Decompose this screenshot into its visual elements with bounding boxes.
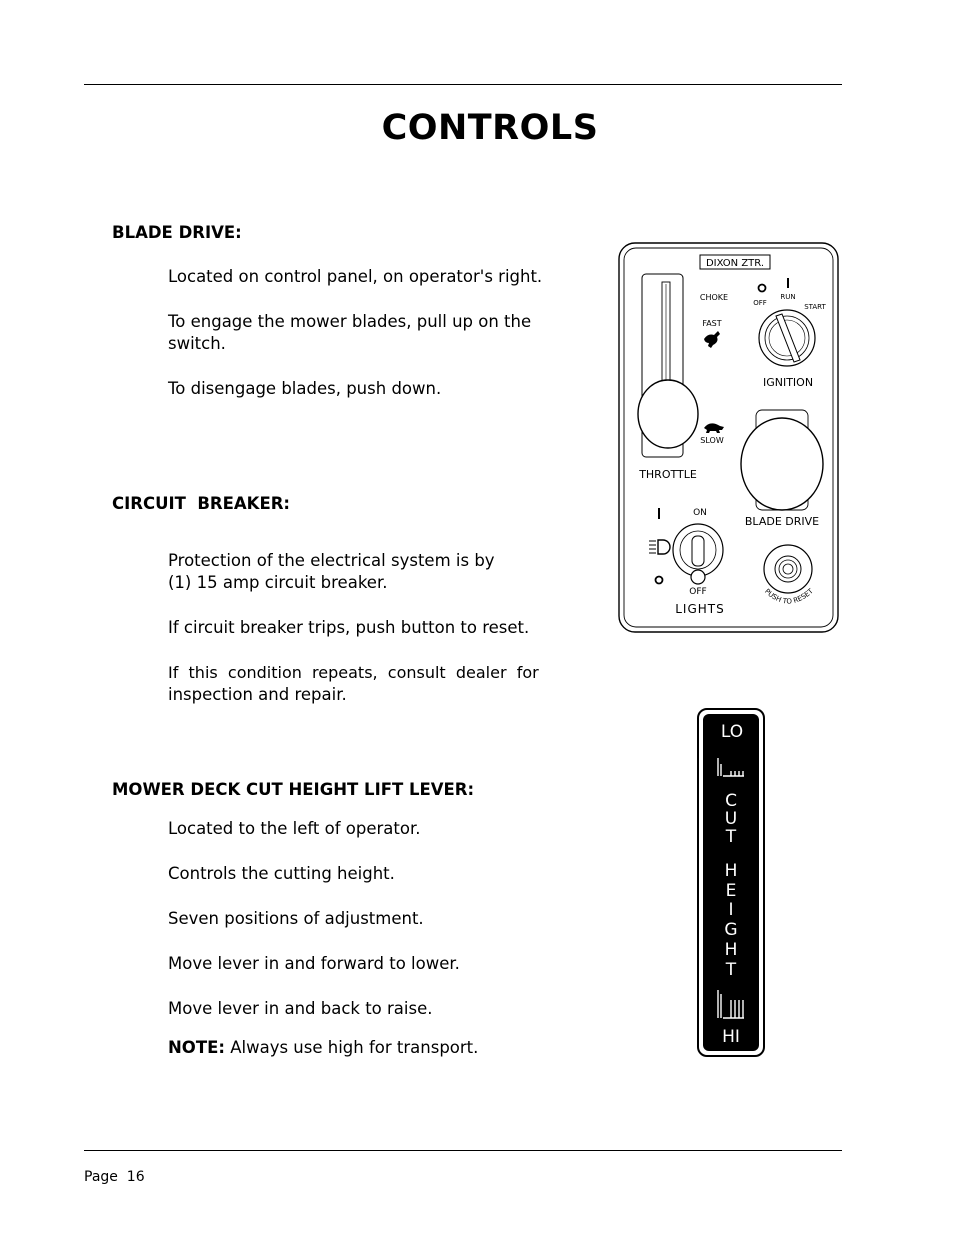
lift-lever-heading: MOWER DECK CUT HEIGHT LIFT LEVER: [112,780,475,799]
turtle-icon [704,423,724,433]
lights-on-label: ON [693,508,707,518]
note-text: Always use high for transport. [224,1038,479,1057]
blade-drive-text-2: To engage the mower blades, pull up on the [168,312,532,331]
height-letter-t: T [725,960,737,980]
fast-label: FAST [702,319,722,328]
lift-lever-text-3: Seven positions of adjustment. [168,909,424,928]
lights-label: LIGHTS [675,602,725,616]
control-panel-figure [618,242,840,634]
circuit-breaker-heading: CIRCUIT BREAKER: [112,494,291,513]
top-rule [84,84,842,85]
blade-drive-text-1: Located on control panel, on operator's right. [168,267,543,286]
cut-letter-c: C [725,791,737,811]
throttle-knob [638,380,698,448]
blade-drive-text-3: switch. [168,334,226,353]
lo-label: LO [720,722,744,742]
cut-letter-t: T [725,827,737,847]
ignition-off-label: OFF [753,299,767,307]
note-label: NOTE: [168,1038,225,1057]
blade-drive-knob [741,418,823,510]
height-letter-e: E [725,881,737,901]
lift-lever-text-5: Move lever in and back to raise. [168,999,433,1018]
ignition-off-symbol [759,285,766,292]
throttle-label: THROTTLE [639,468,697,481]
ignition-key-slot [776,314,800,362]
circuit-breaker-reset-button [764,545,812,593]
cut-letter-u: U [724,809,738,829]
lift-lever-text-4: Move lever in and forward to lower. [168,954,460,973]
blade-drive-heading: BLADE DRIVE: [112,223,242,242]
lights-off-label: OFF [689,587,707,597]
circuit-breaker-text-4: If this condition repeats, consult dealer for [168,663,539,682]
page-number: Page 16 [84,1169,145,1185]
height-letter-i: I [728,900,734,920]
page-title: CONTROLS [381,108,599,148]
circuit-breaker-text-1: Protection of the electrical system is by [168,551,495,570]
rabbit-icon [704,331,720,348]
circuit-breaker-text-5: inspection and repair. [168,685,347,704]
hi-label: HI [722,1027,740,1047]
height-letter-g: G [724,920,738,940]
lights-off-symbol [656,577,663,584]
slow-label: SLOW [700,436,724,445]
bottom-rule [84,1150,842,1151]
circuit-breaker-text-2: (1) 15 amp circuit breaker. [168,573,388,592]
cut-height-decal [697,708,765,1057]
lift-lever-text-2: Controls the cutting height. [168,864,395,883]
ignition-run-label: RUN [780,293,796,301]
blade-drive-text-4: To disengage blades, push down. [168,379,442,398]
lights-toggle-switch [673,524,723,576]
height-letter-h: H [724,861,738,881]
height-letter-h2: H [724,940,738,960]
circuit-breaker-text-3: If circuit breaker trips, push button to reset. [168,618,530,637]
ignition-start-label: START [804,303,826,311]
transport-note [168,1037,478,1060]
push-to-reset-label: PUSH TO RESET [763,587,815,606]
headlight-icon [658,540,670,554]
lift-lever-text-1: Located to the left of operator. [168,819,421,838]
choke-label: CHOKE [699,293,729,302]
brand-label: DIXON ZTR. [705,258,765,269]
blade-drive-label: BLADE DRIVE [744,515,820,528]
ignition-label: IGNITION [762,376,814,389]
